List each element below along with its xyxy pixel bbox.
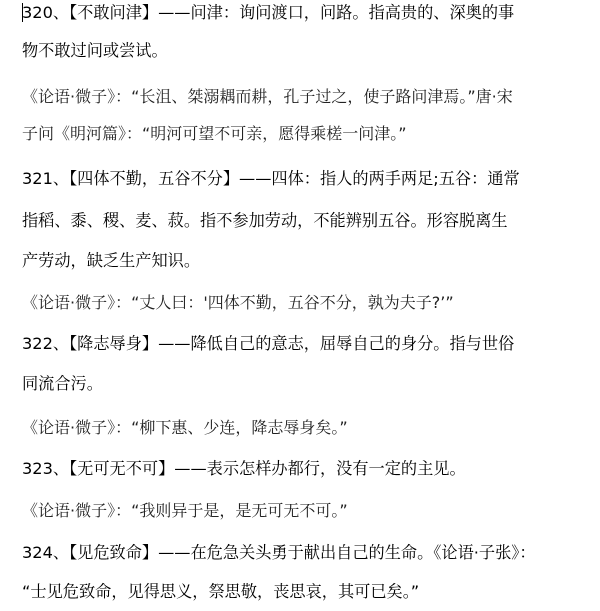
entry-323-source-line: 《论语·微子》：“我则异于是，是无可无不可。” xyxy=(22,501,348,520)
entry-321-line-2: 指稻、黍、稷、麦、菽。指不参加劳动，不能辨别五谷。形容脱离生 xyxy=(22,211,508,230)
entry-320-line-1: 320、【不敢问津】——问津：询问渡口，问路。指高贵的、深奥的事 xyxy=(22,3,515,22)
entry-324-line-1: 324、【见危致命】——在危急关头勇于献出自己的生命。《论语·子张》： xyxy=(22,543,536,562)
entry-321-line-1: 321、【四体不勤，五谷不分】——四体：指人的两手两足;五谷：通常 xyxy=(22,169,520,188)
entry-320-source-line-2: 子问《明河篇》：“明河可望不可亲，愿得乘槎一问津。” xyxy=(22,124,407,143)
entry-322-line-2: 同流合污。 xyxy=(22,374,103,393)
entry-320-source-line-1: 《论语·微子》：“长沮、桀溺耦而耕，孔子过之，使子路问津焉。”唐·宋 xyxy=(22,87,513,106)
entry-320-line-2: 物不敢过问或尝试。 xyxy=(22,41,168,60)
entry-321-source-line: 《论语·微子》：“丈人曰：'四体不勤，五谷不分，孰为夫子?’” xyxy=(22,293,454,312)
entry-322-source-line: 《论语·微子》：“柳下惠、少连，降志辱身矣。” xyxy=(22,418,348,437)
entry-322-line-1: 322、【降志辱身】——降低自己的意志，屈辱自己的身分。指与世俗 xyxy=(22,334,515,353)
entry-321-line-3: 产劳动，缺乏生产知识。 xyxy=(22,251,201,270)
entry-324-line-2: “士见危致命，见得思义，祭思敬，丧思哀，其可已矣。” xyxy=(22,582,420,601)
entry-323-line: 323、【无可无不可】——表示怎样办都行，没有一定的主见。 xyxy=(22,459,466,478)
